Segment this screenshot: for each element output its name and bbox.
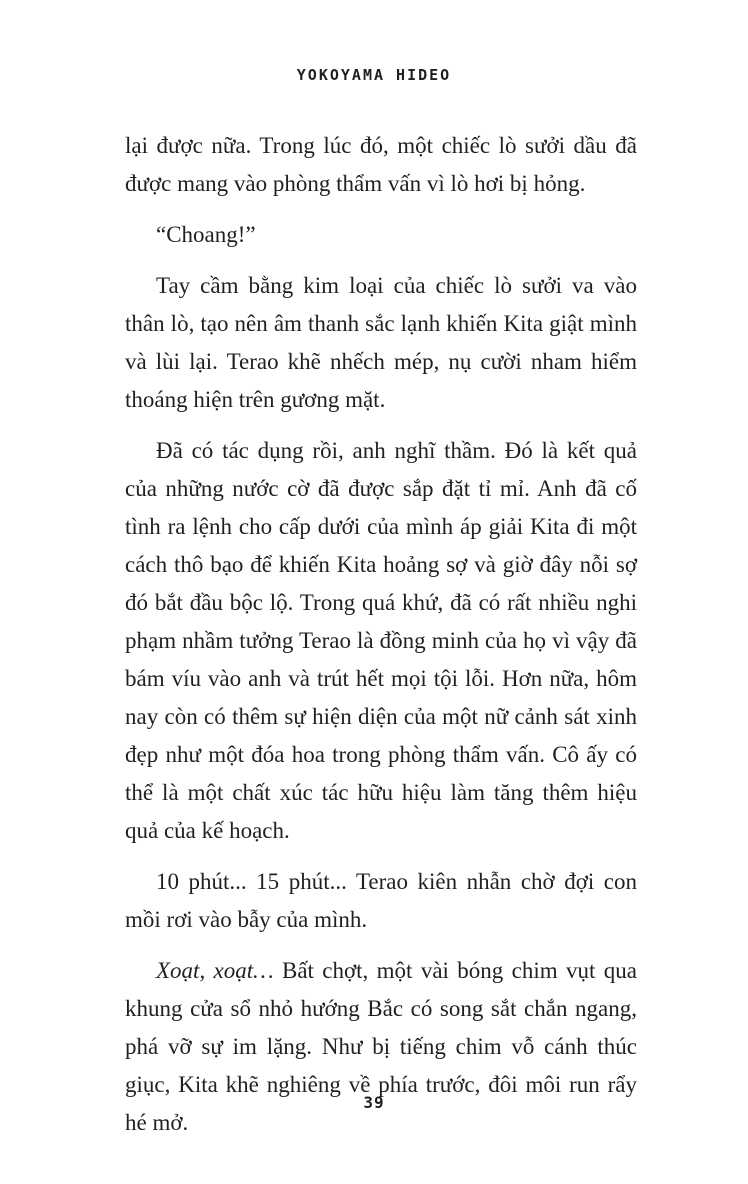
paragraph: [125, 952, 637, 1142]
paragraph-continued: lại được nữa. Trong lúc đó, một chiếc lò sưởi dầu đã được mang vào phòng thẩm vấn vì lò hơi bị hỏng.: [125, 133, 637, 196]
paragraph-text: Bất chợt, một vài bóng chim vụt qua khung cửa sổ nhỏ hướng Bắc có song sắt chắn ngang, phá vỡ sự im lặng. Như bị tiếng chim vỗ cánh thúc giục, Kita khẽ nghiêng về phía trước, đôi môi run rẩy hé mở.: [125, 958, 637, 1135]
page-number: 39: [363, 1093, 385, 1112]
paragraph: 10 phút... 15 phút... Terao kiên nhẫn chờ đợi con mồi rơi vào bẫy của mình.: [125, 869, 637, 932]
paragraph: Đã có tác dụng rồi, anh nghĩ thầm. Đó là kết quả của những nước cờ đã được sắp đặt tỉ mỉ. Anh đã cố tình ra lệnh cho cấp dưới của mình áp giải Kita đi một cách thô bạo để khiến Kita hoảng sợ và giờ đây nỗi sợ đó bắt đầu bộc lộ. Trong quá khứ, đã có rất nhiều nghi phạm nhầm tưởng Terao là đồng minh của họ vì vậy đã bám víu vào anh và trút hết mọi tội lỗi. Hơn nữa, hôm nay còn có thêm sự hiện diện của một nữ cảnh sát xinh đẹp như một đóa hoa trong phòng thẩm vấn. Cô ấy có thể là một chất xúc tác hữu hiệu làm tăng thêm hiệu quả của kế hoạch.: [125, 438, 637, 843]
running-header-author: YOKOYAMA HIDEO: [296, 66, 452, 84]
body-text: [125, 127, 637, 1155]
paragraph: Tay cầm bằng kim loại của chiếc lò sưởi va vào thân lò, tạo nên âm thanh sắc lạnh khiến Kita giật mình và lùi lại. Terao khẽ nhếch mép, nụ cười nham hiểm thoáng hiện trên gương mặt.: [125, 273, 637, 412]
paragraph-sound-effect: “Choang!”: [156, 222, 256, 247]
italic-sound-effect: Xoạt, xoạt…: [156, 958, 274, 983]
